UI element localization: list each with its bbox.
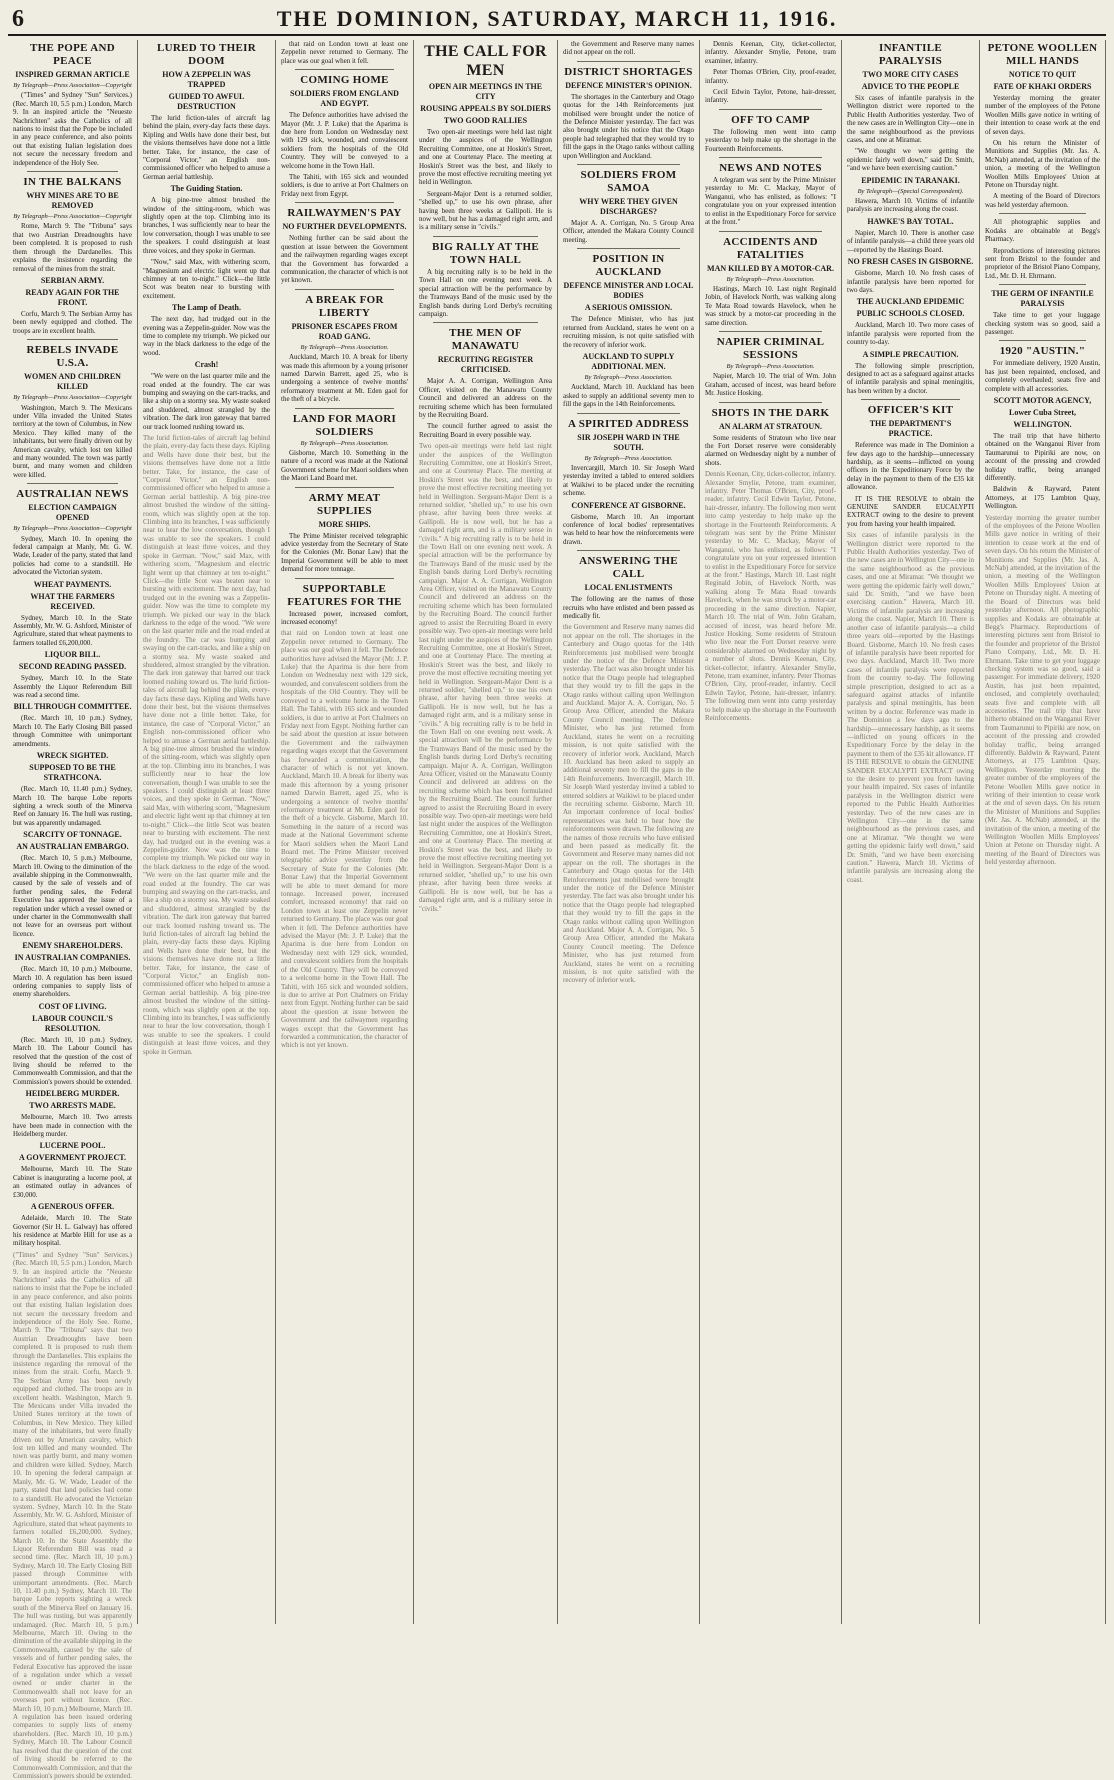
- column-rule: [27, 339, 118, 340]
- article-paragraph: Dennis Keenan, City, ticket-collector, infantry. Alexander Smylie, Petone, tram examiner, infantry.: [705, 40, 836, 65]
- byline: By Telegraph—Press Association.: [726, 362, 815, 370]
- headline: 1920 "AUSTIN.": [999, 345, 1086, 358]
- article-paragraph: All photographic supplies and Kodaks are obtainable at Begg's Pharmacy.: [985, 218, 1100, 244]
- headline: THE CALL FOR MEN: [424, 43, 547, 79]
- article-paragraph: Cecil Edwin Taylor, Petone, hair-dresser, infantry.: [705, 88, 836, 105]
- headline: INFANTILE PARALYSIS: [878, 42, 943, 67]
- subheading: LUCERNE POOL.: [39, 1141, 106, 1151]
- body-text-continuation: The lurid fiction-tales of aircraft lag behind the plain, every-day facts these days. Kipling and Wells have done their best, but the visions themselves have done not a little better. Take, for instance, the case of "Corporal Victor," an English non-commissioned officer who helped to amuse a German aerial battleship. A big pine-tree almost brushed the window of the sitting-room, which was slightly open at the top. Climbing into its branches, I was sufficiently near to hear the low conversation, though I was unable to see the speakers. I could distinguish at least three voices, and they spoke in German. "Now," said Max, with withering scorn, "Magnesium and electric light went up that chimney at ten to-night." Click—the little Scot was beaten near to bursting with excitement. The next day, had trudged out in the evening was a Zeppelin-guider. Now was the time to complete my triumph. We picked our way in the black darkness to the edge of the wood. "We were on the last quarter mile and the road ended at the foundry. The car was bumping and swaying on the cart-tracks, and like a ship on a stormy sea. My waste soaked and shuddered, almost strangled by the vibration. The dark iron gateway that barred our track loomed rushing toward us. The lurid fiction-tales of aircraft lag behind the plain, every-day facts these days. Kipling and Wells have done their best, but the visions themselves have done not a little better. Take, for instance, the case of "Corporal Victor," an English non-commissioned officer who helped to amuse a German aerial battleship. A big pine-tree almost brushed the window of the sitting-room, which was slightly open at the top. Climbing into its branches, I was sufficiently near to hear the low conversation, though I was unable to see the speakers. I could distinguish at least three voices, and they spoke in German. "Now," said Max, with withering scorn, "Magnesium and electric light went up that chimney at ten to-night." Click—the little Scot was beaten near to bursting with excitement. The next day, had trudged out in the evening was a Zeppelin-guider. Now was the time to complete my triumph. We picked our way in the black darkness to the edge of the wood. "We were on the last quarter mile and the road ended at the foundry. The car was bumping and swaying on the cart-tracks, and like a ship on a stormy sea. My waste soaked and shuddered, almost strangled by the vibration. The dark iron gateway that barred our track loomed rushing toward us. The lurid fiction-tales of aircraft lag behind the plain, every-day facts these days. Kipling and Wells have done their best, but the visions themselves have done not a little better. Take, for instance, the case of "Corporal Victor," an English non-commissioned officer who helped to amuse a German aerial battleship. A big pine-tree almost brushed the window of the sitting-room, which was slightly open at the top. Climbing into its branches, I was sufficiently near to hear the low conversation, though I was unable to see the speakers. I could distinguish at least three voices, and they spoke in German.: [143, 434, 270, 1056]
- article-paragraph: Invercargill, March 10. Sir Joseph Ward yesterday invited a tabled to entered soldiers at Waikiwi to be placed under the recruiting scheme.: [563, 463, 694, 498]
- body-text-continuation: Two open-air meetings were held last night under the auspices of the Wellington Recruiting Committee, one at Hoskin's Street, and one at Courtenay Place. The meeting at Hoskin's Street was the best, and likely to prove the most effective recruiting meeting yet held in Wellington. Sergeant-Major Dent is a returned soldier, "shelled up," to use his own phrase, after having been three weeks at Gallipoli. He is now well, but he has a damaged right arm, and is a military sense in "civils." A big recruiting rally is to be held in the Town Hall on one evening next week. A special attraction will be the performance by the Tramways Band of the music used by the English bands during Lord Derby's recruiting campaign. Major A. A. Corrigan, Wellington Area Officer, visited on the Manawatu County Council and delivered an address on the recruiting scheme which has been formulated by the Recruiting Board. The council further agreed to assist the Recruiting Board in every possible way. Two open-air meetings were held last night under the auspices of the Wellington Recruiting Committee, one at Hoskin's Street, and one at Courtenay Place. The meeting at Hoskin's Street was the best, and likely to prove the most effective recruiting meeting yet held in Wellington. Sergeant-Major Dent is a returned soldier, "shelled up," to use his own phrase, after having been three weeks at Gallipoli. He is now well, but he has a damaged right arm, and is a military sense in "civils." A big recruiting rally is to be held in the Town Hall on one evening next week. A special attraction will be the performance by the Tramways Band of the music used by the English bands during Lord Derby's recruiting campaign. Major A. A. Corrigan, Wellington Area Officer, visited on the Manawatu County Council and delivered an address on the recruiting scheme which has been formulated by the Recruiting Board. The council further agreed to assist the Recruiting Board in every possible way. Two open-air meetings were held last night under the auspices of the Wellington Recruiting Committee, one at Hoskin's Street, and one at Courtenay Place. The meeting at Hoskin's Street was the best, and likely to prove the most effective recruiting meeting yet held in Wellington. Sergeant-Major Dent is a returned soldier, "shelled up," to use his own phrase, after having been three weeks at Gallipoli. He is now well, but he has a damaged right arm, and is a military sense in "civils.": [419, 442, 552, 913]
- headline: A BREAK FOR LIBERTY: [305, 293, 384, 319]
- subheading: RECRUITING REGISTER CRITICISED.: [437, 355, 534, 375]
- column-rule: [433, 236, 538, 237]
- article-paragraph: Some residents of Stratoun who live near the Fort Dorset reserve were considerably alarmed on Wednesday night by a number of shots.: [705, 433, 836, 467]
- subheading: LIQUOR BILL.: [44, 650, 101, 660]
- subheading: FATE OF KHAKI ORDERS: [993, 82, 1092, 91]
- subheading: SIR JOSEPH WARD IN THE SOUTH.: [577, 432, 680, 452]
- column-rule: [295, 69, 394, 70]
- article-paragraph: Major A. A. Corrigan, No. 5 Group Area Officer, attended the Makara County Council meeting.: [563, 219, 694, 244]
- body-text-continuation: that raid on London town at least one Zeppelin never returned to Germany. The place was our goal when it fell. The Defence authorities have advised the Mayor (Mr. J. P. Luke) that the Aparima is due here from London on Wednesday next with 129 sick, wounded, and convalescent soldiers from the hospitals of the Old Country. They will be conveyed to a welcome home in the Town Hall. The Tahiti, with 165 sick and wounded soldiers, is due to arrive at Port Chalmers on Friday next from Egypt. Nothing further can be said about the question at issue between the Government and the railwaymen regarding wages except that the Government has forwarded a communication, the character of which is not yet known. Auckland, March 10. A break for liberty was made this afternoon by a young prisoner named Darwin Barrett, aged 25, who is undergoing a sentence of twelve months' reformatory treatment at Mt. Eden gaol for the theft of a bicycle. Gisborne, March 10. Something in the nature of a record was made at the National Government scheme for Maori soldiers when the Maori Land Board met. The Prime Minister received telegraphic advice yesterday from the Secretary of State for the Colonies (Mr. Bonar Law) that the Imperial Government will be able to meet demand for more tonnage. Increased power, increased comfort, increased economy! that raid on London town at least one Zeppelin never returned to Germany. The place was our goal when it fell. The Defence authorities have advised the Mayor (Mr. J. P. Luke) that the Aparima is due here from London on Wednesday next with 129 sick, wounded, and convalescent soldiers from the hospitals of the Old Country. They will be conveyed to a welcome home in the Town Hall. The Tahiti, with 165 sick and wounded soldiers, is due to arrive at Port Chalmers on Friday next from Egypt. Nothing further can be said about the question at issue between the Government and the railwaymen regarding wages except that the Government has forwarded a communication, the character of which is not yet known.: [281, 629, 408, 1050]
- headline: PETONE WOOLLEN MILL HANDS: [987, 42, 1098, 67]
- article-paragraph: Nothing further can be said about the question at issue between the Government and the railwaymen regarding wages except that the Government has forwarded a communication, the character of which is not yet known.: [281, 234, 408, 285]
- subheading: ROUSING APPEALS BY SOLDIERS: [420, 104, 551, 113]
- subheading: THE DEPARTMENT'S PRACTICE.: [869, 419, 952, 439]
- article-paragraph: Six cases of infantile paralysis in the Wellington district were reported to the Public Health Authorities yesterday. Two of the new cases are in Wellington City—one in the same neighbourhood as the previous cases, and one at Miramar.: [847, 94, 974, 145]
- headline: ANSWERING THE CALL: [579, 555, 678, 581]
- article-paragraph: Sydney, March 10. In opening the federal campaign at Manly, Mr. G. W. Wade, Leader of the party, stated that land policies had come to a standstill. He advocated the Victorian system.: [13, 534, 132, 577]
- article-paragraph: The following are the names of those recruits who have enlisted and been passed as medically fit.: [563, 595, 694, 620]
- column-rule: [27, 171, 118, 172]
- article-paragraph: The Defence Minister, who has just returned from Auckland, states he went on a recruiting mission, is not quite satisfied with the recovery of inferior work.: [563, 315, 694, 349]
- subheading: SCOTT MOTOR AGENCY,: [993, 395, 1092, 405]
- subheading: BILL THROUGH COMMITTEE.: [13, 702, 132, 712]
- article-paragraph: Yesterday morning the greater number of the employees of the Petone Woollen Mills gave notice in writing of their intention to cease work at the end of seven days.: [985, 94, 1100, 136]
- subheading: NO FURTHER DEVELOPMENTS.: [282, 222, 407, 232]
- article-paragraph: The lurid fiction-tales of aircraft lag behind the plain, every-day facts these days. Kipling and Wells have done their best, but the visions themselves have done not a little better. Take, for instance, the case of "Corporal Victor," an English non-commissioned officer who helped to amuse a German aerial battleship.: [143, 114, 270, 181]
- article-paragraph: Baldwin & Rayward, Patent Attorneys, at 175 Lambton Quay, Wellington.: [985, 485, 1100, 511]
- article-paragraph: "We thought we were getting the epidemic fairly well down," said Dr. Smith, "and we have been exercising caution.": [847, 147, 974, 173]
- subheading: The Guiding Station.: [170, 184, 243, 194]
- subheading: ELECTION CAMPAIGN OPENED: [28, 503, 117, 523]
- article-paragraph: Napier, March 10. There is another case of infantile paralysis—a child three years old—reported by the Hastings Board.: [847, 228, 974, 254]
- subheading: THE GERM OF INFANTILE PARALYSIS: [991, 289, 1094, 309]
- article-paragraph: Sydney, March 10. In the State Assembly, Mr. W. G. Ashford, Minister of Agriculture, stated that wheat payments to farmers totalled £6,200,000.: [13, 613, 132, 647]
- subheading: SERBIAN ARMY.: [40, 275, 105, 285]
- article-paragraph: Auckland, March 10. Two more cases of infantile paralysis were reported from the country to-day.: [847, 321, 974, 347]
- subheading: WHY WERE THEY GIVEN DISCHARGES?: [579, 197, 678, 217]
- headline: BIG RALLY AT THE TOWN HALL: [431, 240, 539, 266]
- column-7: [842, 40, 980, 1624]
- column-rule: [295, 578, 394, 579]
- byline: By Telegraph—Press Association.: [300, 343, 389, 351]
- column-5: [558, 40, 700, 1624]
- subheading: INSPIRED GERMAN ARTICLE: [15, 70, 130, 79]
- headline: AUSTRALIAN NEWS: [16, 488, 129, 501]
- headline: IN THE BALKANS: [23, 176, 122, 189]
- headline: SUPPORTABLE FEATURES FOR THE: [287, 582, 402, 608]
- article-paragraph: Reference was made in The Dominion a few days ago to the hardship—unnecessary hardship, as it seems—inflicted on young officers in the Expeditionary Force by the delay in the payment to them of the £35 kit allowance.: [847, 441, 974, 492]
- article-paragraph: Two open-air meetings were held last night under the auspices of the Wellington Recruiting Committee, one at Hoskin's Street, and one at Courtenay Place. The meeting at Hoskin's Street was the best, and likely to prove the most effective recruiting meeting yet held in Wellington.: [419, 128, 552, 187]
- article-paragraph: Rome, March 9. The "Tribuna" says that two Austrian Dreadnoughts have been completed. It is proposed to rush them through the Dardanelles. This explains the insistence regarding the removal of the mines from the strait.: [13, 222, 132, 273]
- subheading: EPIDEMIC IN TARANAKI.: [861, 175, 960, 185]
- column-rule: [295, 408, 394, 409]
- subheading: A GENEROUS OFFER.: [30, 1202, 115, 1212]
- article-paragraph: that raid on London town at least one Zeppelin never returned to Germany. The place was our goal when it fell.: [281, 40, 408, 65]
- byline: By Telegraph—Press Association.: [584, 373, 673, 381]
- article-paragraph: Washington, March 9. The Mexicans under Villa invaded the United States territory at the town of Columbus, in New Mexico. They killed many of the inhabitants, but were finally driven out by American cavalry, which lost ten killed and many wounded. The town was partly burnt, and many women and children were killed.: [13, 403, 132, 479]
- column-rule: [999, 284, 1086, 285]
- headline: LAND FOR MAORI SOLDIERS: [292, 412, 397, 438]
- subheading: DEFENCE MINISTER'S OPINION.: [565, 80, 692, 90]
- article-paragraph: Take time to get your luggage checking system was so good, said a passenger.: [985, 311, 1100, 336]
- subheading: NO FRESH CASES IN GISBORNE.: [847, 257, 974, 267]
- headline: A SPIRITED ADDRESS: [568, 417, 689, 430]
- article-paragraph: (Rec. March 10, 11.40 p.m.) Sydney, March 10. The barque Lobe reports sighting a wreck south of the Minerva Reef on January 16. The hull was rusting, but was apparently undamaged.: [13, 785, 132, 827]
- subheading: IN AUSTRALIAN COMPANIES.: [14, 953, 131, 963]
- article-paragraph: Adelaide, March 10. The State Governor (Sir H. L. Galway) has offered his residence at Marble Hill for use as a military hospital.: [13, 1214, 132, 1248]
- page-number: 6: [12, 6, 24, 32]
- subheading: DEFENCE MINISTER AND LOCAL BODIES: [563, 281, 694, 301]
- column-rule: [577, 61, 680, 62]
- column-rule: [577, 550, 680, 551]
- article-paragraph: A big pine-tree almost brushed the window of the sitting-room, which was slightly open at the top. Climbing into its branches, I was sufficiently near to hear the low conversation, though I was unable to see the speakers. I could distinguish at least three voices, and they spoke in German.: [143, 196, 270, 255]
- subheading: A SERIOUS OMISSION.: [584, 303, 673, 313]
- subheading: THE AUCKLAND EPIDEMIC: [856, 297, 965, 307]
- byline: By Telegraph—(Special Correspondent).: [857, 187, 964, 195]
- subheading: CONFERENCE AT GISBORNE.: [571, 500, 686, 510]
- headline: DISTRICT SHORTAGES: [564, 65, 693, 78]
- body-text-continuation: Yesterday morning the greater number of the employees of the Petone Woollen Mills gave notice in writing of their intention to cease work at the end of seven days. On his return the Minister of Munitions and Supplies (Mr. Jas. A. McNab) attended, at the invitation of the union, a meeting of the Wellington Woollen Mills Employees' Union at Petone on Thursday night. A meeting of the Board of Directors was held yesterday afternoon. All photographic supplies and Kodaks are obtainable at Begg's Pharmacy. Reproductions of interesting pictures sent from Bristol to the founder and proprietor of the Bristol Piano Company, Ltd., Mr. D. H. Ehrmann. Take time to get your luggage checking system was so good, said a passenger. For immediate delivery, 1920 Austin, has just been repainted, enclosed, and completely overhauled; seats five and complete with all accessories. The trail trip that have hitherto obtained on the Wanganui River from Taumarunui to Pipiriki are now, on account of the pressing and crowded holiday traffic, being arranged differently. Baldwin & Rayward, Patent Attorneys, at 175 Lambton Quay, Wellington. Yesterday morning the greater number of the employees of the Petone Woollen Mills gave notice in writing of their intention to cease work at the end of seven days. On his return the Minister of Munitions and Supplies (Mr. Jas. A. McNab) attended, at the invitation of the union, a meeting of the Wellington Woollen Mills Employees' Union at Petone on Thursday night. A meeting of the Board of Directors was held yesterday afternoon.: [985, 513, 1100, 867]
- subheading: WHAT THE FARMERS RECEIVED.: [30, 591, 115, 611]
- headline: OFFICER'S KIT: [867, 404, 954, 417]
- subheading: SOLDIERS FROM ENGLAND AND EGYPT.: [290, 89, 399, 109]
- subheading: WRECK SIGHTED.: [36, 751, 109, 761]
- body-text-continuation: Dennis Keenan, City, ticket-collector, infantry. Alexander Smylie, Petone, tram examiner, infantry. Peter Thomas O'Brien, City, proof-reader, infantry. Cecil Edwin Taylor, Petone, hair-dresser, infantry. The following men went into camp yesterday to help make up the shortage in the Fourteenth Reinforcements. A telegram was sent by the Prime Minister yesterday to Mr. C. Mackay, Mayor of Wanganui, who has enlisted, as follows: "I congratulate you on your expressed intention to enlist in the Expeditionary Force for service at the front." Hastings, March 10. Last night Reginald Jobin, of Havelock North, was walking along Te Mata Road towards Havelock, when he was struck by a motor-car proceeding in the same direction. Napier, March 10. The trial of Wm. John Graham, accused of incest, was heard before Mr. Justice Hosking. Some residents of Stratoun who live near the Fort Dorset reserve were considerably alarmed on Wednesday night by a number of shots. Dennis Keenan, City, ticket-collector, infantry. Alexander Smylie, Petone, tram examiner, infantry. Peter Thomas O'Brien, City, proof-reader, infantry. Cecil Edwin Taylor, Petone, hair-dresser, infantry. The following men went into camp yesterday to help make up the shortage in the Fourteenth Reinforcements.: [705, 470, 836, 722]
- byline: By Telegraph—Press Association.: [726, 275, 815, 283]
- headline: RAILWAYMEN'S PAY: [287, 207, 402, 220]
- column-3: [276, 40, 414, 1624]
- subheading: NOTICE TO QUIT: [1008, 70, 1077, 79]
- column-rule: [577, 248, 680, 249]
- article-paragraph: On his return the Minister of Munitions and Supplies (Mr. Jas. A. McNab) attended, at the invitation of the union, a meeting of the Wellington Woollen Mills Employees' Union at Petone on Thursday night.: [985, 139, 1100, 190]
- headline: NAPIER CRIMINAL SESSIONS: [716, 335, 825, 361]
- byline: By Telegraph—Press Association—Copyright: [13, 213, 132, 221]
- subheading: MORE SHIPS.: [318, 519, 371, 529]
- subheading: HAWKE'S BAY TOTAL.: [867, 216, 954, 226]
- headline: SOLDIERS FROM SAMOA: [580, 169, 677, 195]
- column-1: [8, 40, 138, 1780]
- article-paragraph: Corfu, March 9. The Serbian Army has been newly equipped and clothed. The troops are in excellent health.: [13, 309, 132, 335]
- subheading: TWO MORE CITY CASES: [862, 70, 959, 79]
- headline: NEWS AND NOTES: [719, 162, 822, 175]
- headline: ARMY MEAT SUPPLIES: [308, 491, 381, 517]
- masthead: [8, 4, 1106, 36]
- subheading: A SIMPLE PRECAUTION.: [862, 349, 959, 359]
- article-paragraph: Napier, March 10. The trial of Wm. John Graham, accused of incest, was heard before Mr. Justice Hosking.: [705, 372, 836, 398]
- article-paragraph: Auckland, March 10. Auckland has been asked to supply an additional seventy men to fill the gaps in the 14th Reinforcements.: [563, 383, 694, 409]
- article-paragraph: The Prime Minister received telegraphic advice yesterday from the Secretary of State for the Colonies (Mr. Bonar Law) that the Imperial Government will be able to meet demand for more tonnage.: [281, 531, 408, 574]
- article-paragraph: Sergeant-Major Dent is a returned soldier, "shelled up," to use his own phrase, after having been three weeks at Gallipoli. He is now well, but he has a damaged right arm, and is a military sense in "civils.": [419, 189, 552, 232]
- article-paragraph: (Rec. March 10, 10 p.m.) Sydney, March 10. The Labour Council has resolved that the question of the cost of living should be referred to the Commonwealth Commission, and that the Commission's powers should be extended.: [13, 1035, 132, 1086]
- article-paragraph: A telegram was sent by the Prime Minister yesterday to Mr. C. Mackay, Mayor of Wanganui, who has enlisted, as follows: "I congratulate you on your expressed intention to enlist in the Expeditionary Force for service at the front.": [705, 176, 836, 227]
- article-paragraph: The Defence authorities have advised the Mayor (Mr. J. P. Luke) that the Aparima is due here from London on Wednesday next with 129 sick, wounded, and convalescent soldiers from the hospitals of the Old Country. They will be conveyed to a welcome home in the Town Hall.: [281, 111, 408, 170]
- column-rule: [577, 413, 680, 414]
- article-paragraph: The Tahiti, with 165 sick and wounded soldiers, is due to arrive at Port Chalmers on Friday next from Egypt.: [281, 173, 408, 198]
- subheading: AN ALARM AT STRATOUN.: [719, 421, 822, 431]
- subheading: HEIDELBERG MURDER.: [25, 1089, 120, 1099]
- article-paragraph: Hastings, March 10. Last night Reginald Jobin, of Havelock North, was walking along Te Mata Road towards Havelock, when he was struck by a motor-car proceeding in the same direction.: [705, 284, 836, 327]
- article-paragraph: ("Times" and Sydney "Sun" Services.) (Rec. March 10, 5.5 p.m.) London, March 9. In an inspired article the "Neueste Nachrichten" asks the Catholics of all nations to insist that the Pope be included in any peace conference, and also points out that existing Italian legislation does not secure the necessary freedom and independence of the Holy See.: [13, 91, 132, 167]
- column-rule: [999, 340, 1086, 341]
- column-rule: [861, 399, 960, 400]
- column-rule: [719, 231, 822, 232]
- column-rule: [433, 322, 538, 323]
- article-paragraph: The trail trip that have hitherto obtained on the Wanganui River from Taumarunui to Pipiriki are now, on account of the pressing and crowded holiday traffic, being arranged differently.: [985, 431, 1100, 482]
- column-6: [700, 40, 842, 1624]
- subheading: OPEN AIR MEETINGS IN THE CITY: [428, 82, 543, 101]
- headline: SHOTS IN THE DARK: [711, 406, 830, 419]
- subheading: SCARCITY OF TONNAGE.: [23, 830, 122, 840]
- headline: LURED TO THEIR DOOM: [157, 42, 256, 67]
- column-rule: [999, 213, 1086, 214]
- subheading: TWO ARRESTS MADE.: [29, 1101, 116, 1111]
- article-paragraph: Gisborne, March 10. No fresh cases of infantile paralysis have been reported for two days.: [847, 269, 974, 294]
- subheading: SUPPOSED TO BE THE STRATHCONA.: [29, 763, 116, 783]
- article-paragraph: Major A. A. Corrigan, Wellington Area Officer, visited on the Manawatu County Council and delivered an address on the recruiting scheme which has been formulated by the Recruiting Board.: [419, 377, 552, 419]
- subheading: GUIDED TO AWFUL DESTRUCTION: [168, 92, 245, 111]
- byline: By Telegraph—Press Association—Copyright: [13, 394, 132, 402]
- article-paragraph: Increased power, increased comfort, increased economy!: [281, 609, 408, 627]
- byline: By Telegraph—Press Association.: [300, 439, 389, 447]
- subheading: PRISONER ESCAPES FROM ROAD GANG.: [291, 321, 398, 341]
- article-paragraph: "We were on the last quarter mile and the road ended at the foundry. The car was bumping and swaying on the cart-tracks, and like a ship on a stormy sea. My waste soaked and shuddered, almost strangled by the vibration. The dark iron gateway that barred our track loomed rushing toward us.: [143, 372, 270, 431]
- subheading: A GOVERNMENT PROJECT.: [18, 1153, 127, 1163]
- headline: THE POPE AND PEACE: [30, 42, 115, 67]
- article-paragraph: The council further agreed to assist the Recruiting Board in every possible way.: [419, 422, 552, 439]
- article-paragraph: Reproductions of interesting pictures sent from Bristol to the founder and proprietor of the Bristol Piano Company, Ltd., Mr. D. H. Ehrmann.: [985, 246, 1100, 280]
- article-paragraph: For immediate delivery, 1920 Austin, has just been repainted, enclosed, and completely overhauled; seats five and complete with all accessories.: [985, 359, 1100, 393]
- subheading: PUBLIC SCHOOLS CLOSED.: [856, 309, 965, 319]
- subheading: HOW A ZEPPELIN WAS TRAPPED: [162, 70, 251, 89]
- column-rule: [719, 109, 822, 110]
- article-paragraph: (Rec. March 10, 10 p.m.) Sydney, March 10. The Early Closing Bill passed through Committee with unimportant amendments.: [13, 714, 132, 748]
- article-paragraph: Sydney, March 10. In the State Assembly the Liquor Referendum Bill was read a second time.: [13, 674, 132, 700]
- headline: COMING HOME: [300, 74, 389, 87]
- article-paragraph: The following simple prescription, designed to act as a safeguard against attacks of infantile paralysis and spinal meningitis, has been written by a doctor.: [847, 361, 974, 395]
- headline: REBELS INVADE U.S.A.: [26, 344, 119, 370]
- subheading: The Lamp of Death.: [172, 303, 241, 313]
- article-paragraph: Peter Thomas O'Brien, City, proof-reader, infantry.: [705, 68, 836, 85]
- column-rule: [295, 487, 394, 488]
- subheading: WELLINGTON.: [1013, 419, 1072, 429]
- article-paragraph: Auckland, March 10. A break for liberty was made this afternoon by a young prisoner named Darwin Barrett, aged 25, who is undergoing a sentence of twelve months' reformatory treatment at Mt. Eden gaol for the theft of a bicycle.: [281, 353, 408, 404]
- subheading: ENEMY SHAREHOLDERS.: [22, 941, 123, 951]
- column-8: [980, 40, 1106, 1624]
- column-rule: [577, 164, 680, 165]
- article-paragraph: IT IS THE RESOLVE to obtain the GENUINE SANDER EUCALYPTI EXTRACT owing to the desire to prevent you from having your health impaired.: [847, 494, 974, 528]
- subheading: TWO GOOD RALLIES: [443, 116, 528, 125]
- article-paragraph: The next day, had trudged out in the evening was a Zeppelin-guider. Now was the time to complete my triumph. We picked our way in the black darkness to the edge of the wood.: [143, 315, 270, 357]
- subheading: MAN KILLED BY A MOTOR-CAR.: [707, 263, 834, 273]
- article-paragraph: Hawera, March 10. Victims of infantile paralysis are increasing along the coast.: [847, 197, 974, 214]
- subheading: ADVICE TO THE PEOPLE: [861, 82, 960, 91]
- body-text-continuation: the Government and Reserve many names did not appear on the roll. The shortages in the Canterbury and Otago quotas for the 14th Reinforcements just mobilised were brought under the notice of the Defence Minister yesterday. The fact was also brought under his notice that the Otago people had telegraphed that they would try to fill the gaps in the Otago ranks without calling upon Wellington and Auckland. Major A. A. Corrigan, No. 5 Group Area Officer, attended the Makara County Council meeting. The Defence Minister, who has just returned from Auckland, states he went on a recruiting mission, is not quite satisfied with the recovery of inferior work. Auckland, March 10. Auckland has been asked to supply an additional seventy men to fill the gaps in the 14th Reinforcements. Invercargill, March 10. Sir Joseph Ward yesterday invited a tabled to entered soldiers at Waikiwi to be placed under the recruiting scheme. Gisborne, March 10. An important conference of local bodies' representatives was held to hear how the reinforcements were drawn. The following are the names of those recruits who have enlisted and been passed as medically fit. the Government and Reserve many names did not appear on the roll. The shortages in the Canterbury and Otago quotas for the 14th Reinforcements just mobilised were brought under the notice of the Defence Minister yesterday. The fact was also brought under his notice that the Otago people had telegraphed that they would try to fill the gaps in the Otago ranks without calling upon Wellington and Auckland. Major A. A. Corrigan, No. 5 Group Area Officer, attended the Makara County Council meeting. The Defence Minister, who has just returned from Auckland, states he went on a recruiting mission, is not quite satisfied with the recovery of inferior work.: [563, 623, 694, 985]
- column-4: [414, 40, 558, 1624]
- subheading: AUCKLAND TO SUPPLY ADDITIONAL MEN.: [582, 351, 675, 371]
- subheading: AN AUSTRALIAN EMBARGO.: [16, 842, 129, 852]
- subheading: WOMEN AND CHILDREN KILLED: [24, 372, 121, 392]
- subheading: READY AGAIN FOR THE FRONT.: [25, 287, 120, 307]
- subheading: WHY MINES ARE TO BE REMOVED: [26, 191, 119, 211]
- column-rule: [295, 202, 394, 203]
- article-paragraph: The following men went into camp yesterday to help make up the shortage in the Fourteenth Reinforcements.: [705, 127, 836, 153]
- subheading: SECOND READING PASSED.: [18, 662, 127, 672]
- column-rule: [27, 483, 118, 484]
- body-text-continuation: ("Times" and Sydney "Sun" Services.) (Rec. March 10, 5.5 p.m.) London, March 9. In an inspired article the "Neueste Nachrichten" asks the Catholics of all nations to insist that the Pope be included in any peace conference, and also points out that existing Italian legislation does not secure the necessary freedom and independence of the Holy See. Rome, March 9. The "Tribuna" says that two Austrian Dreadnoughts have been completed. It is proposed to rush them through the Dardanelles. This explains the insistence regarding the removal of the mines from the strait. Corfu, March 9. The Serbian Army has been newly equipped and clothed. The troops are in excellent health. Washington, March 9. The Mexicans under Villa invaded the United States territory at the town of Columbus, in New Mexico. They killed many of the inhabitants, but were finally driven out by American cavalry, which lost ten killed and many wounded. The town was partly burnt, and many women and children were killed. Sydney, March 10. In opening the federal campaign at Manly, Mr. G. W. Wade, Leader of the party, stated that land policies had come to a standstill. He advocated the Victorian system. Sydney, March 10. In the State Assembly, Mr. W. G. Ashford, Minister of Agriculture, stated that wheat payments to farmers totalled £6,200,000. Sydney, March 10. In the State Assembly the Liquor Referendum Bill was read a second time. (Rec. March 10, 10 p.m.) Sydney, March 10. The Early Closing Bill passed through Committee with unimportant amendments. (Rec. March 10, 11.40 p.m.) Sydney, March 10. The barque Lobe reports sighting a wreck south of the Minerva Reef on January 16. The hull was rusting, but was apparently undamaged. (Rec. March 10, 5 p.m.) Melbourne, March 10. Owing to the diminution of the available shipping in the Commonwealth, caused by the sale of vessels and of further pending sales, the Federal Executive has approved the issue of a regulation under which a vessel owned or under charter in the Commonwealth shall not leave for an overseas port without licence. (Rec. March 10, 10 p.m.) Melbourne, March 10. A regulation has been issued ordering companies to supply lists of enemy shareholders. (Rec. March 10, 10 p.m.) Sydney, March 10. The Labour Council has resolved that the question of the cost of living should be referred to the Commonwealth Commission, and that the Commission's powers should be extended.: [13, 1250, 132, 1780]
- byline: By Telegraph—Press Association—Copyright: [13, 525, 132, 533]
- headline: ACCIDENTS AND FATALITIES: [723, 235, 818, 261]
- column-rule: [295, 289, 394, 290]
- headline: OFF TO CAMP: [731, 113, 810, 126]
- column-rule: [719, 157, 822, 158]
- article-paragraph: (Rec. March 10, 5 p.m.) Melbourne, March 10. Owing to the diminution of the available shipping in the Commonwealth, caused by the sale of vessels and of further pending sales, the Federal Executive has approved the issue of a regulation under which a vessel owned or under charter in the Commonwealth shall not leave for an overseas port without licence.: [13, 854, 132, 938]
- headline: POSITION IN AUCKLAND: [592, 253, 665, 279]
- subheading: COST OF LIVING.: [38, 1001, 107, 1011]
- subheading: Crash!: [194, 360, 219, 370]
- article-paragraph: "Now," said Max, with withering scorn, "Magnesium and electric light went up that chimney at ten to-night." Click—the little Scot was beaten near to bursting with excitement.: [143, 258, 270, 300]
- column-rule: [719, 331, 822, 332]
- article-paragraph: the Government and Reserve many names did not appear on the roll.: [563, 40, 694, 57]
- subheading: LOCAL ENLISTMENTS: [584, 583, 673, 593]
- article-paragraph: (Rec. March 10, 10 p.m.) Melbourne, March 10. A regulation has been issued ordering companies to supply lists of enemy shareholders.: [13, 965, 132, 999]
- article-paragraph: Gisborne, March 10. Something in the nature of a record was made at the National Government scheme for Maori soldiers when the Maori Land Board met.: [281, 448, 408, 483]
- body-text-continuation: Six cases of infantile paralysis in the Wellington district were reported to the Public Health Authorities yesterday. Two of the new cases are in Wellington City—one in the same neighbourhood as the previous cases, and one at Miramar. "We thought we were getting the epidemic fairly well down," said Dr. Smith, "and we have been exercising caution." Hawera, March 10. Victims of infantile paralysis are increasing along the coast. Napier, March 10. There is another case of infantile paralysis—a child three years old—reported by the Hastings Board. Gisborne, March 10. No fresh cases of infantile paralysis have been reported for two days. Auckland, March 10. Two more cases of infantile paralysis were reported from the country to-day. The following simple prescription, designed to act as a safeguard against attacks of infantile paralysis and spinal meningitis, has been written by a doctor. Reference was made in The Dominion a few days ago to the hardship—unnecessary hardship, as it seems—inflicted on young officers in the Expeditionary Force by the delay in the payment to them of the £35 kit allowance. IT IS THE RESOLVE to obtain the GENUINE SANDER EUCALYPTI EXTRACT owing to the desire to prevent you from having your health impaired. Six cases of infantile paralysis in the Wellington district were reported to the Public Health Authorities yesterday. Two of the new cases are in Wellington City—one in the same neighbourhood as the previous cases, and one at Miramar. "We thought we were getting the epidemic fairly well down," said Dr. Smith, "and we have been exercising caution." Hawera, March 10. Victims of infantile paralysis are increasing along the coast.: [847, 531, 974, 884]
- newspaper-title: THE DOMINION, SATURDAY, MARCH 11, 1916.: [276, 6, 838, 31]
- byline: By Telegraph—Press Association—Copyright: [13, 82, 132, 89]
- headline: THE MEN OF MANAWATU: [449, 327, 522, 353]
- article-paragraph: The shortages in the Canterbury and Otago quotas for the 14th Reinforcements just mobilised were brought under the notice of the Defence Minister yesterday. The fact was also brought under his notice that the Otago people had telegraphed that they would try to fill the gaps in the Otago ranks without calling upon Wellington and Auckland.: [563, 92, 694, 160]
- subheading: Lower Cuba Street,: [1008, 407, 1077, 417]
- article-paragraph: Gisborne, March 10. An important conference of local bodies' representatives was held to hear how the reinforcements were drawn.: [563, 512, 694, 546]
- subheading: LABOUR COUNCIL'S RESOLUTION.: [32, 1013, 113, 1033]
- subheading: WHEAT PAYMENTS.: [33, 579, 112, 589]
- byline: By Telegraph—Press Association.: [584, 454, 673, 462]
- column-rule: [719, 402, 822, 403]
- article-paragraph: A meeting of the Board of Directors was held yesterday afternoon.: [985, 192, 1100, 209]
- article-paragraph: Melbourne, March 10. Two arrests have been made in connection with the Heidelberg murder.: [13, 1113, 132, 1139]
- article-paragraph: Melbourne, March 10. The State Cabinet is inaugurating a lucerne pool, at an estimated outlay in advances of £30,000.: [13, 1165, 132, 1199]
- column-2: [138, 40, 276, 1624]
- article-paragraph: A big recruiting rally is to be held in the Town Hall on one evening next week. A special attraction will be the performance by the Tramways Band of the music used by the English bands during Lord Derby's recruiting campaign.: [419, 267, 552, 318]
